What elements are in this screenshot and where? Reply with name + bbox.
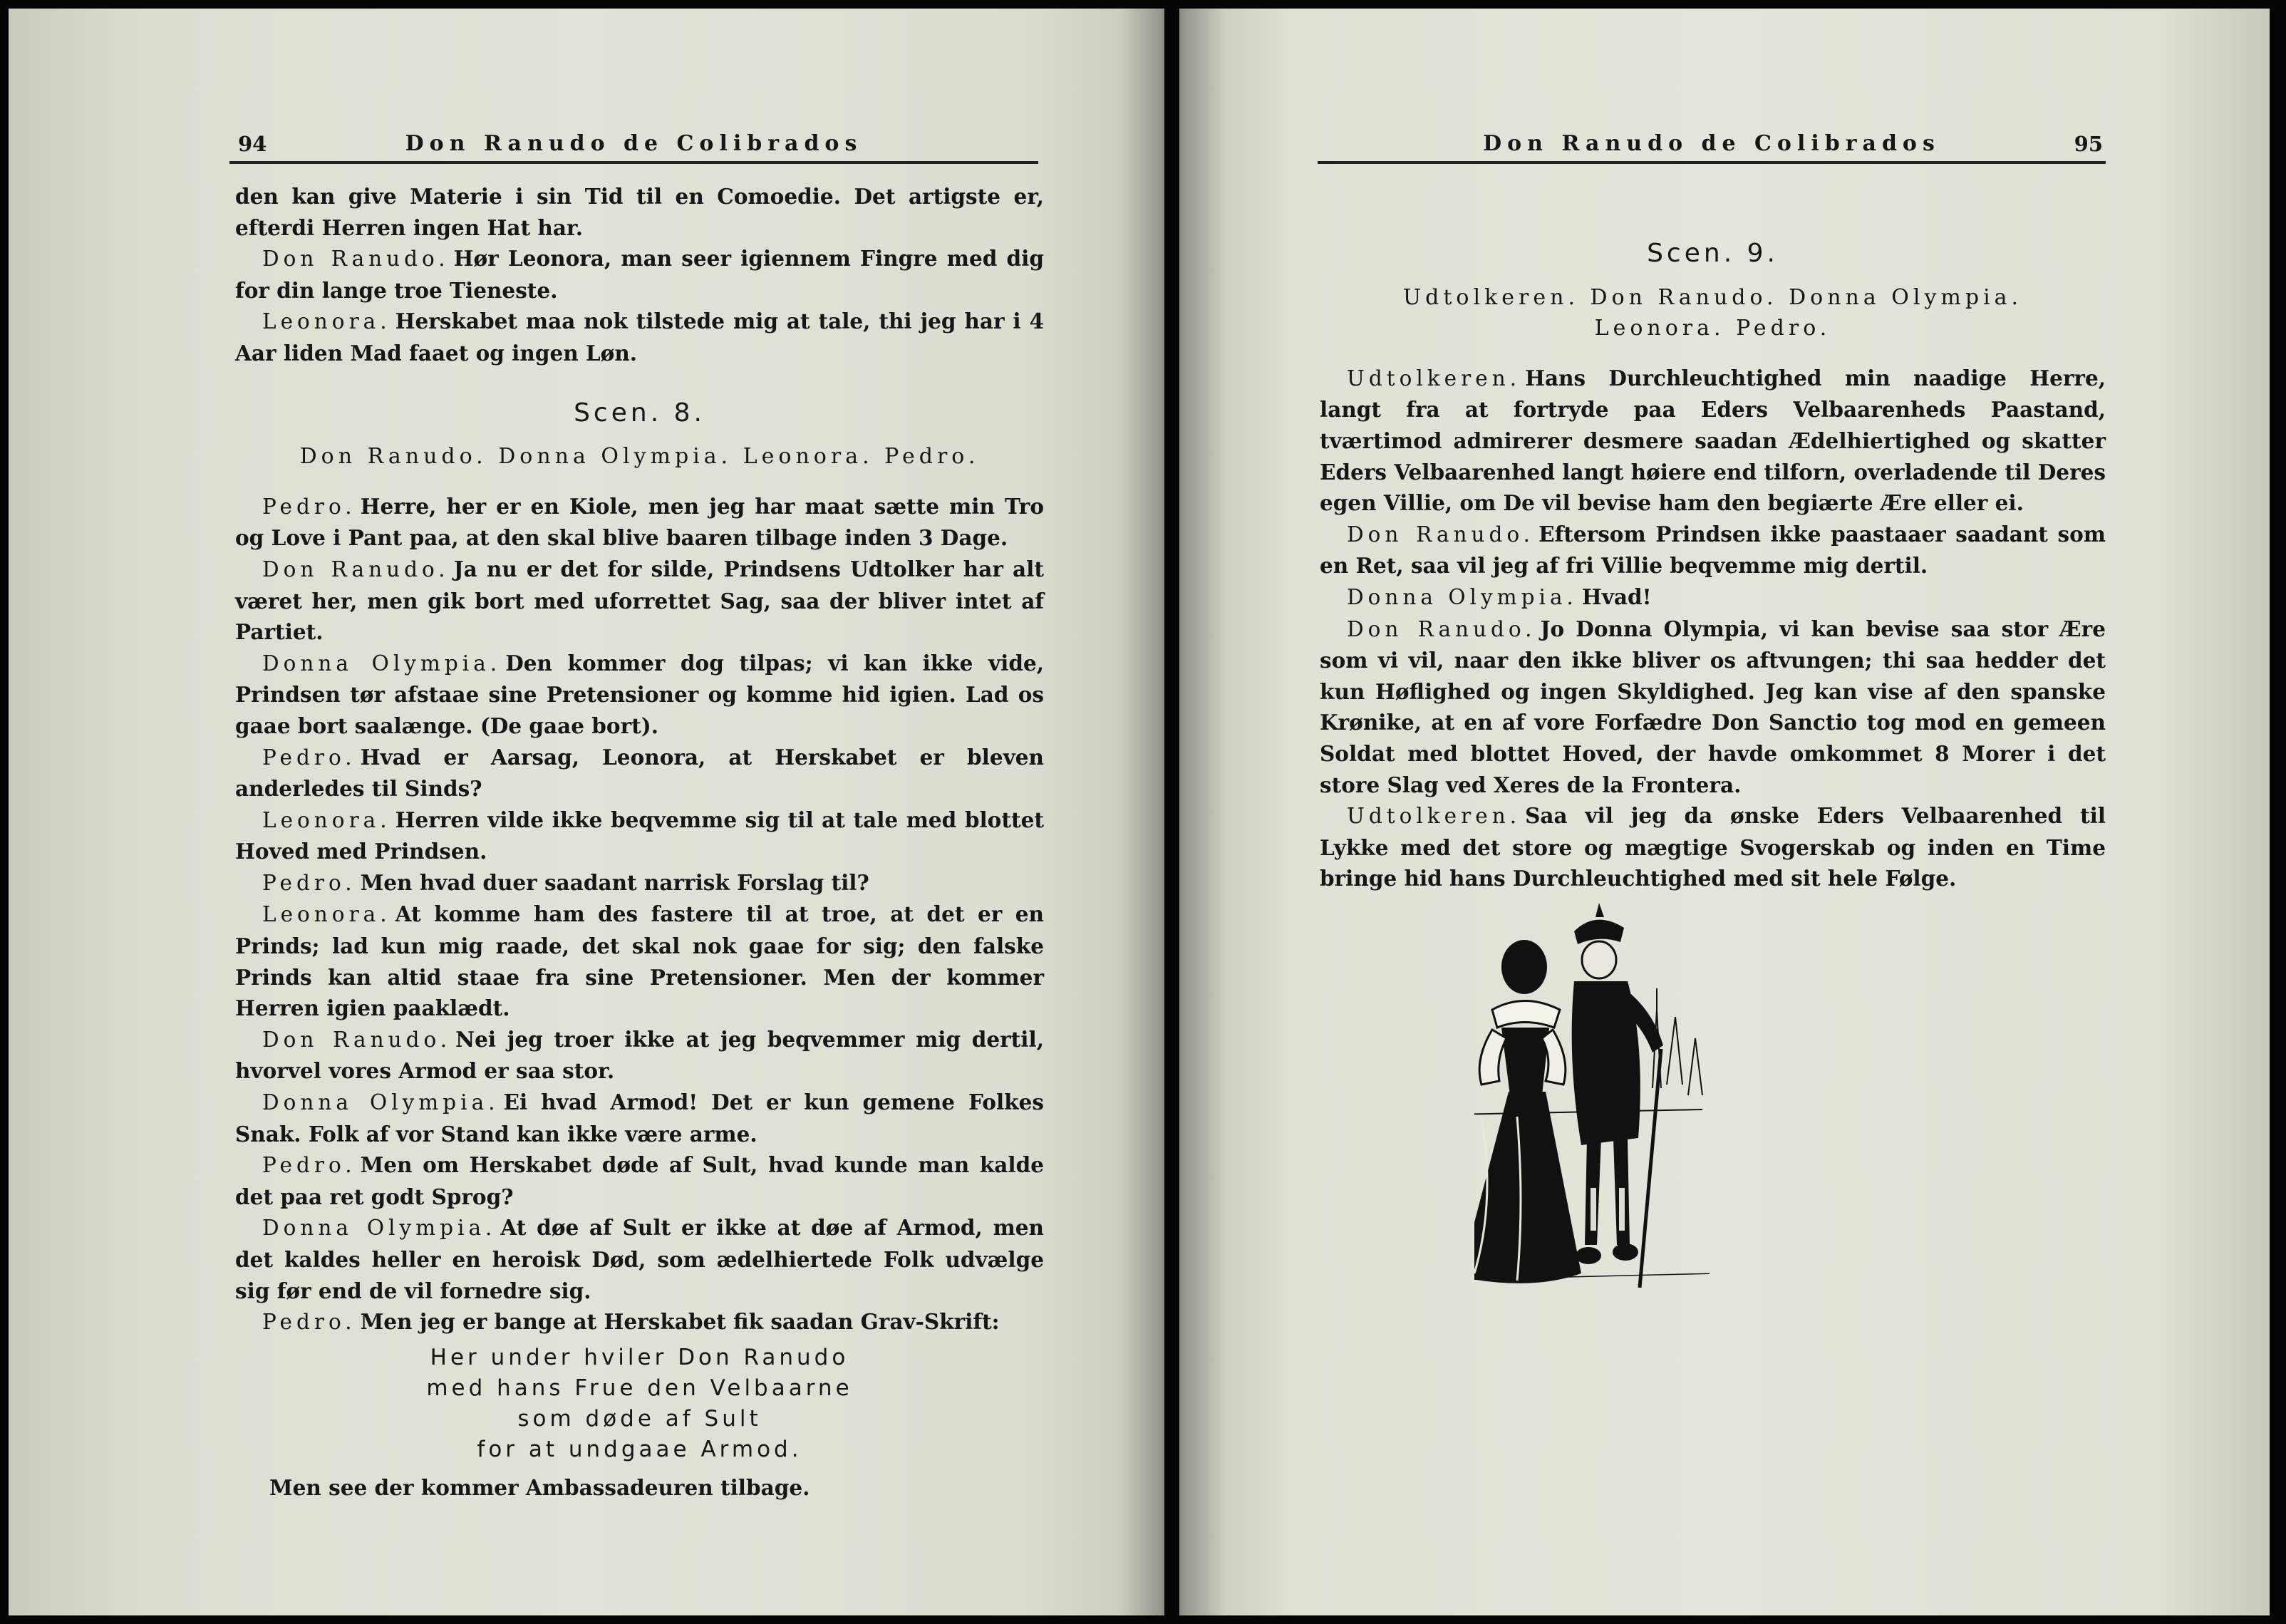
epitaph-line: Her under hviler Don Ranudo xyxy=(430,1344,849,1370)
dialogue-text: Ei hvad Armod! Det er kun gemene Folkes Snak. Folk af vor Stand kan ikke være arme. xyxy=(235,1090,1044,1147)
speaker-name: Don Ranudo. xyxy=(262,557,450,581)
dialogue-line xyxy=(235,554,1044,648)
cast-list xyxy=(235,441,1044,472)
dialogue-text: Hvad! xyxy=(1581,584,1652,609)
dialogue-text: Saa vil jeg da ønske Eders Velbaarenhed til Lykke med det store og mægtige Svogerskab og inden en Time bringe hid hans Durchleuchtighed med sit hele Følge. xyxy=(1320,803,2106,891)
dialogue-line xyxy=(235,648,1044,742)
text-block xyxy=(235,181,1044,1503)
running-head xyxy=(1318,127,2106,164)
speaker-name: Don Ranudo. xyxy=(1347,522,1535,547)
dialogue-text: Men jeg er bange at Herskabet fik saadan Grav-Skrift: xyxy=(360,1309,1000,1335)
dialogue-text: Nei jeg troer ikke at jeg beqvemmer mig dertil, hvorvel vores Armod er saa stor. xyxy=(235,1026,1044,1084)
speaker-name: Leonora. xyxy=(262,309,391,334)
speaker-name: Pedro. xyxy=(262,494,356,519)
cast-list xyxy=(1320,282,2106,344)
epitaph xyxy=(235,1343,1044,1465)
epitaph-line: med hans Frue den Velbaarne xyxy=(426,1375,853,1401)
speaker-name: Leonora. xyxy=(262,902,391,927)
dialogue-line xyxy=(235,491,1044,554)
dialogue-line xyxy=(235,306,1044,368)
dialogue-line xyxy=(235,1149,1044,1212)
cast-line: Leonora. Pedro. xyxy=(1594,316,1831,341)
speaker-name: Pedro. xyxy=(262,870,356,895)
dialogue-line xyxy=(235,742,1044,805)
running-head xyxy=(229,127,1038,164)
speaker-name: Donna Olympia. xyxy=(262,1216,497,1241)
gutter-shadow xyxy=(1119,9,1162,1615)
right-page xyxy=(1179,9,2270,1615)
dialogue-text: Jo Donna Olympia, vi kan bevise saa stor Ære som vi vil, naar den ikke bliver os aftvungen; thi saa hedder det kun Høflighed og ingen Skyldighed. Jeg kan vise af den spanske Krønike, at en af vore Forfædre Don Sanctio tog mod en gemeen Soldat med blottet Hoved, der havde omkommet 8 Morer i det store Slag ved Xeres de la Frontera. xyxy=(1320,616,2106,797)
dialogue-text: Herre, her er en Kiole, men jeg har maat sætte min Tro og Love i Pant paa, at den skal blive baaren tilbage inden 3 Dage. xyxy=(235,493,1044,551)
closing-line: Men see der kommer Ambassadeuren tilbage. xyxy=(269,1474,810,1500)
dialogue-line xyxy=(235,1024,1044,1087)
dialogue-line xyxy=(235,1306,1044,1338)
dialogue-text: Ja nu er det for silde, Prindsens Udtolker har alt været her, men gik bort med uforrettet Sag, saa der bliver intet af Partiet. xyxy=(235,556,1044,645)
speaker-name: Pedro. xyxy=(262,745,356,770)
dialogue-line xyxy=(1320,800,2106,894)
dialogue-line xyxy=(1320,363,2106,519)
dialogue-text: Men hvad duer saadant narrisk Forslag til? xyxy=(360,869,869,895)
page-number: 95 xyxy=(2074,132,2103,156)
dialogue-line xyxy=(235,1212,1044,1306)
cast-line: Don Ranudo. Donna Olympia. Leonora. Pedro. xyxy=(299,444,980,470)
dialogue-line xyxy=(1320,614,2106,801)
left-page xyxy=(9,9,1164,1615)
dialogue-text: Herren vilde ikke beqvemme sig til at tale med blottet Hoved med Prindsen. xyxy=(235,807,1044,864)
dialogue-line xyxy=(1320,519,2106,581)
dialogue-text: At komme ham des fastere til at troe, at det er en Prinds; lad kun mig raade, det skal nok gaae for sig; den falske Prinds kan altid staae fra sine Pretensioner. Men der kommer Herren igien paaklædt. xyxy=(235,901,1044,1021)
running-title: Don Ranudo de Colibrados xyxy=(1483,131,1940,156)
speaker-name: Donna Olympia. xyxy=(1347,584,1578,609)
speaker-name: Donna Olympia. xyxy=(262,651,502,676)
dialogue-line xyxy=(235,867,1044,899)
dialogue-text: Men om Herskabet døde af Sult, hvad kunde man kalde det paa ret godt Sprog? xyxy=(235,1152,1044,1209)
speaker-name: Leonora. xyxy=(262,807,391,832)
epitaph-line: som døde af Sult xyxy=(517,1405,762,1432)
dialogue-text: At døe af Sult er ikke at døe af Armod, men det kaldes heller en heroisk Død, som ædelhiertede Folk udvælge sig før end de vil fornedre sig. xyxy=(235,1215,1045,1303)
epitaph-line: for at undgaae Armod. xyxy=(477,1436,802,1462)
speaker-name: Don Ranudo. xyxy=(262,1027,452,1052)
speaker-name: Udtolkeren. xyxy=(1347,366,1521,391)
speaker-name: Pedro. xyxy=(262,1310,356,1335)
speaker-name: Udtolkeren. xyxy=(1347,804,1521,829)
speaker-name: Don Ranudo. xyxy=(262,247,450,271)
text-block xyxy=(1320,238,2106,894)
scene-heading: Scen. 9. xyxy=(1647,239,1779,268)
cast-line: Udtolkeren. Don Ranudo. Donna Olympia. xyxy=(1402,284,2023,310)
dialogue-text: Hans Durchleuchtighed min naadige Herre, langt fra at fortryde paa Eders Velbaarenheds Paastand, tværtimod admirerer desmere saadan Ædelhiertighed og skatter Eders Velbaarenhed langt høiere end tilforn, overladende til Deres egen Villie, om De vil bevise ham den begiærte Ære eller ei. xyxy=(1320,365,2106,516)
gutter-shadow xyxy=(1182,9,1225,1615)
dialogue-text: Den kommer dog tilpas; vi kan ikke vide, Prindsen tør afstaae sine Pretensioner og komme hid igien. Lad os gaae bort saalænge. (De gaae bort). xyxy=(235,650,1044,738)
dialogue-line xyxy=(235,805,1044,867)
dialogue-line xyxy=(235,243,1044,306)
dialogue-text: Hør Leonora, man seer igiennem Fingre med dig for din lange troe Tieneste. xyxy=(235,246,1044,303)
dialogue-line xyxy=(1320,581,2106,614)
dialogue-text: Hvad er Aarsag, Leonora, at Herskabet er bleven anderledes til Sinds? xyxy=(235,744,1044,802)
dialogue-line xyxy=(235,899,1044,1023)
page-number: 94 xyxy=(238,132,267,156)
dialogue-line xyxy=(235,1087,1044,1149)
dialogue-text: Herskabet maa nok tilstede mig at tale, thi jeg har i 4 Aar liden Mad faaet og ingen Løn. xyxy=(235,309,1044,366)
scene-heading: Scen. 8. xyxy=(574,398,705,428)
speaker-name: Donna Olympia. xyxy=(262,1090,500,1115)
running-title: Don Ranudo de Colibrados xyxy=(405,131,863,156)
dialogue-text: Eftersom Prindsen ikke paastaaer saadant som en Ret, saa vil jeg af fri Villie beqvemme mig dertil. xyxy=(1320,521,2106,579)
illustration-couple xyxy=(1474,903,1710,1330)
opening-paragraph: den kan give Materie i sin Tid til en Comoedie. Det artigste er, efterdi Herren ingen Hat har. xyxy=(235,184,1044,240)
speaker-name: Don Ranudo. xyxy=(1347,616,1536,641)
speaker-name: Pedro. xyxy=(262,1153,356,1178)
